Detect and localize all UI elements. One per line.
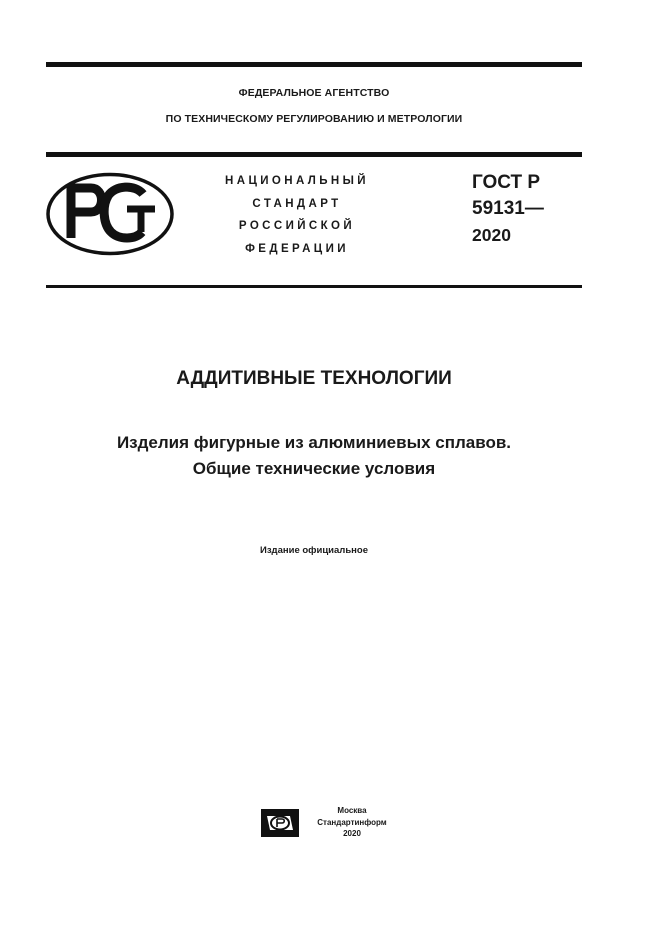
national-line: РОССИЙСКОЙ [238,220,356,232]
document-title: АДДИТИВНЫЕ ТЕХНОЛОГИИ [176,368,452,389]
middle-rule [46,152,582,157]
standartinform-emblem-icon [260,808,300,838]
national-standard-label [197,170,397,260]
publisher-name: Стандартинформ [317,817,387,827]
agency-line-1: ФЕДЕРАЛЬНОЕ АГЕНТСТВО [238,87,390,99]
subtitle-line-2: Общие технические условия [192,459,436,478]
document-subtitle [46,430,582,482]
publisher-year: 2020 [343,829,361,838]
subtitle-line-1: Изделия фигурные из алюминиевых сплавов. [116,433,512,452]
national-line: ФЕДЕРАЦИИ [245,242,349,255]
national-line: СТАНДАРТ [252,197,342,210]
publisher-block [306,805,398,840]
gost-designation [472,170,544,248]
national-line: НАЦИОНАЛЬНЫЙ [225,175,369,187]
rst-emblem-icon [45,172,175,256]
gost-year: 2020 [472,225,511,245]
edition-label: Издание официальное [260,545,368,556]
top-rule [46,62,582,67]
bottom-rule [46,285,582,288]
publisher-city: Москва [337,806,367,815]
gost-label: ГОСТ Р [472,172,541,193]
gost-number: 59131— [472,198,544,219]
agency-line-2: ПО ТЕХНИЧЕСКОМУ РЕГУЛИРОВАНИЮ И МЕТРОЛОГИИ [165,113,463,125]
